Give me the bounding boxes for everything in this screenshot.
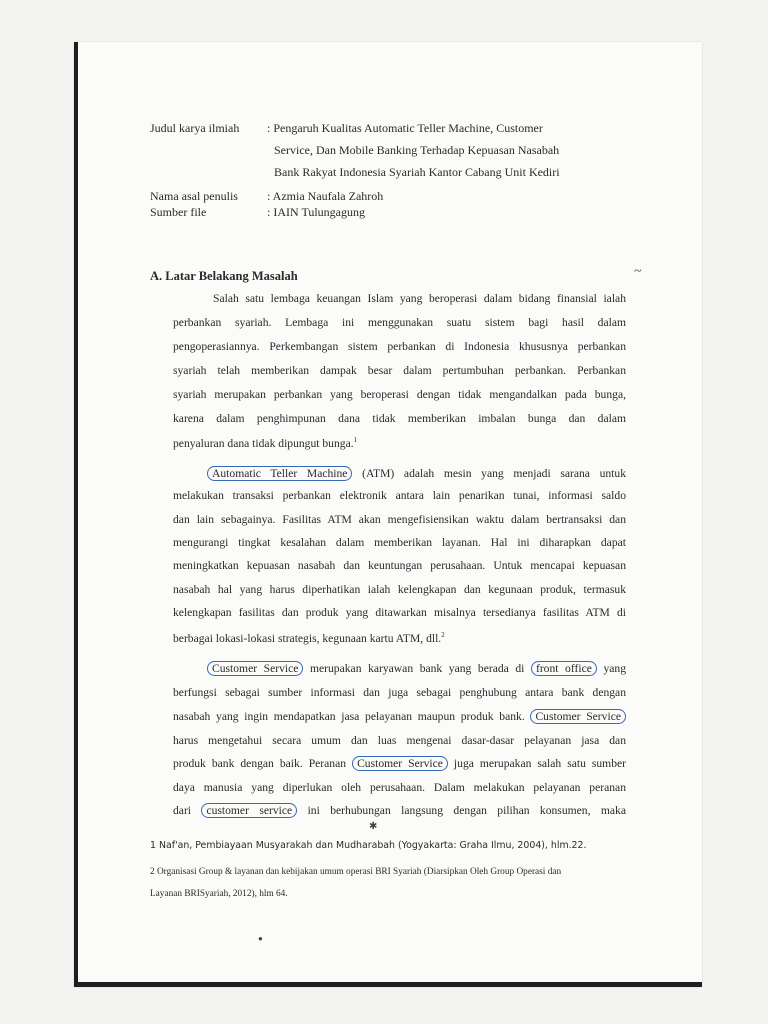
- footnote-2-line-2: Layanan BRISyariah, 2012), hlm 64.: [150, 889, 288, 899]
- paragraph-2-line: meningkatkan kepuasan nasabah dan keuntungan perusahaan. Untuk mencapai kepuasan: [173, 559, 626, 572]
- footnote-ref-2: 2: [441, 631, 445, 639]
- paragraph-1-line: perbankan syariah. Lembaga ini menggunakan suatu sistem bagi hasil dalam: [173, 316, 626, 329]
- paragraph-2-last-text: berbagai lokasi-lokasi strategis, kegunaan kartu ATM, dll.: [173, 631, 442, 645]
- circled-term-customer-service: Customer Service: [352, 756, 448, 771]
- circled-term-customer-service: Customer Service: [207, 661, 303, 676]
- paragraph-3-line-5-end: juga merupakan salah satu sumber: [447, 757, 627, 770]
- paragraph-3-line-1-end: yang: [596, 662, 626, 675]
- footnote-2-line-1: 2 Organisasi Group & layanan dan kebijakan umum operasi BRI Syariah (Diarsipkan Oleh Group Operasi dan: [150, 867, 562, 877]
- paragraph-2-line: mengurangi tingkat kesalahan dalam memberikan layanan. Hal ini diharapkan dapat: [173, 536, 626, 549]
- footnote-1: 1 Naf'an, Pembiayaan Musyarakah dan Mudharabah (Yogyakarta: Graha Ilmu, 2004), hlm.22.: [150, 840, 587, 851]
- title-value-line-2: Service, Dan Mobile Banking Terhadap Kepuasan Nasabah: [274, 143, 560, 157]
- paragraph-2-line: [173, 627, 626, 647]
- author-label: Nama asal penulis: [150, 189, 238, 203]
- paragraph-3-line-3: [173, 709, 626, 725]
- paragraph-2-line: melakukan transaksi perbankan elektronik antara lain penarikan tunai, informasi saldo: [173, 489, 626, 502]
- source-value: : IAIN Tulungagung: [267, 205, 366, 219]
- circled-term-front-office: front office: [531, 661, 597, 676]
- paragraph-3-line-1-mid: merupakan karyawan bank yang berada di: [303, 662, 531, 675]
- circled-term-atm: Automatic Teller Machine: [207, 466, 352, 481]
- paragraph-3-line-5-start: produk bank dengan baik. Peranan: [173, 757, 353, 770]
- title-label: Judul karya ilmiah: [150, 121, 240, 135]
- paragraph-3-line-1: [207, 661, 626, 677]
- paragraph-3-line: daya manusia yang diperlukan oleh perusahaan. Dalam melakukan pelayanan peranan: [173, 781, 626, 794]
- scan-speck: ~: [634, 264, 642, 279]
- paragraph-3-line-7: [173, 803, 626, 819]
- paragraph-1-line: syariah telah memberikan dampak besar dalam pertumbuhan perbankan. Perbankan: [173, 364, 626, 377]
- section-heading: A. Latar Belakang Masalah: [150, 269, 298, 283]
- scan-speck: ●: [258, 934, 263, 943]
- paragraph-2-line-1: [207, 466, 626, 482]
- paragraph-2-line: nasabah hal yang harus diperhatikan ialah kelengkapan dan kegunaan produk, termasuk: [173, 583, 626, 596]
- paragraph-3-line-5: [173, 756, 626, 772]
- source-label: Sumber file: [150, 205, 207, 219]
- paragraph-1-line: pengoperasiannya. Perkembangan sistem perbankan di Indonesia khususnya perbankan: [173, 340, 626, 353]
- paragraph-3-line-7-end: ini berhubungan langsung dengan pilihan konsumen, maka: [297, 804, 626, 817]
- paragraph-1-line: karena dalam penghimpunan dana tidak memberikan imbalan bunga dan dalam: [173, 412, 626, 425]
- paragraph-2-line: dan lain sebagainya. Fasilitas ATM akan mengefisiensikan waktu dalam bertransaksi dan: [173, 513, 626, 526]
- paragraph-1-line: [173, 432, 626, 452]
- paragraph-3-line-7-start: dari: [173, 804, 202, 817]
- paragraph-2-line-1-rest: (ATM) adalah mesin yang menjadi sarana untuk: [352, 467, 626, 480]
- paragraph-1-last-text: penyaluran dana tidak dipungut bunga.: [173, 436, 354, 450]
- footnote-ref-1: 1: [353, 436, 358, 444]
- paragraph-1-line: Salah satu lembaga keuangan Islam yang beroperasi dalam bidang finansial ialah: [213, 292, 626, 305]
- author-value: : Azmia Naufala Zahroh: [267, 189, 384, 203]
- paragraph-2-line: kelengkapan fasilitas dan produk yang ditawarkan misalnya tersedianya fasilitas ATM di: [173, 606, 626, 619]
- paragraph-1-line: syariah merupakan perbankan yang beroperasi dengan tidak mengandalkan pada bunga,: [173, 388, 626, 401]
- scan-speck: ✱: [369, 821, 378, 832]
- circled-term-customer-service: customer service: [201, 803, 297, 818]
- paragraph-3-line: berfungsi sebagai sumber informasi dan juga sebagai penghubung antara bank dengan: [173, 686, 626, 699]
- paragraph-3-line-3-start: nasabah yang ingin mendapatkan jasa pelayanan maupun produk bank.: [173, 710, 531, 723]
- paragraph-3-line: harus mengetahui secara umum dan luas mengenai dasar-dasar pelayanan jasa dan: [173, 734, 626, 747]
- circled-term-customer-service: Customer Service: [530, 709, 626, 724]
- title-value-line-3: Bank Rakyat Indonesia Syariah Kantor Cabang Unit Kediri: [274, 165, 560, 179]
- title-value-line-1: : Pengaruh Kualitas Automatic Teller Machine, Customer: [267, 121, 543, 135]
